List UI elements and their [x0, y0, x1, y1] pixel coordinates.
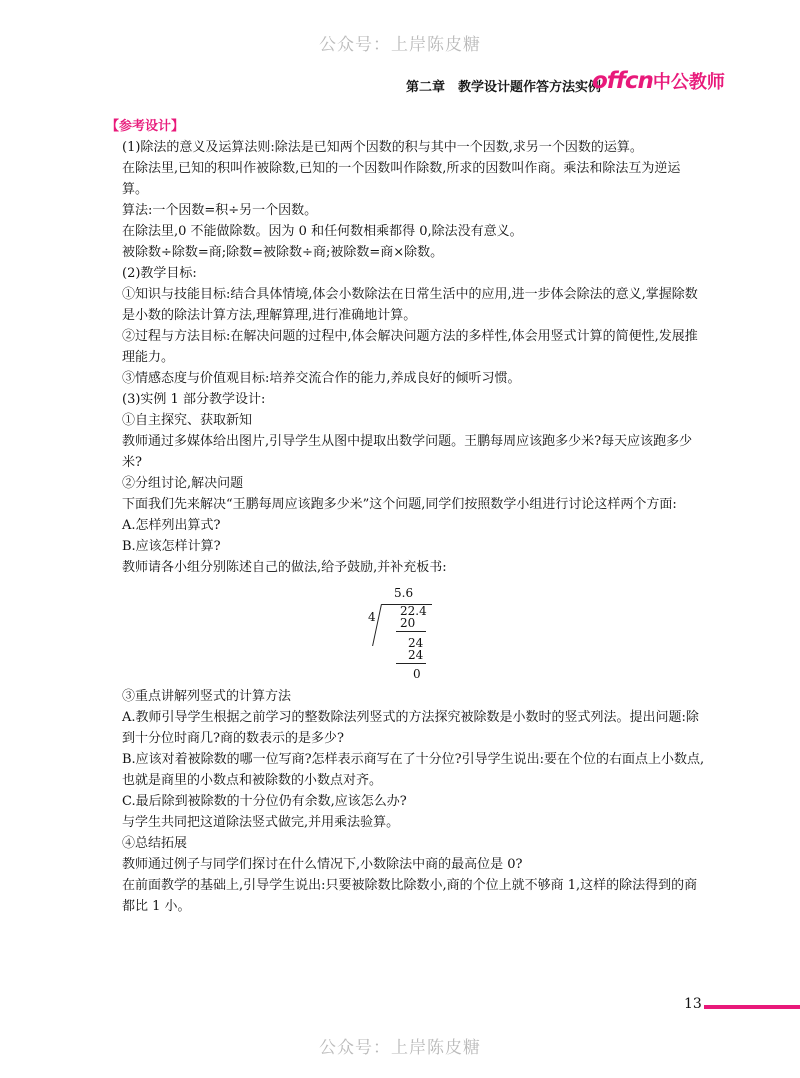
watermark-bottom: 公众号：上岸陈皮糖 — [319, 1038, 481, 1058]
paragraph-objective-process: ②过程与方法目标:在解决问题的过程中,体会解决问题方法的多样性,体会用竖式计算的简便性,发展推理能力。 — [122, 329, 698, 365]
paragraph-method-c: C.最后除到被除数的十分位仍有余数,应该怎么办? — [122, 794, 407, 809]
paragraph-example-heading: (3)实例 1 部分教学设计: — [122, 392, 266, 407]
division-step1: 20 — [400, 616, 416, 630]
division-final-remainder: 0 — [413, 667, 421, 681]
paragraph-formulas: 被除数÷除数=商;除数=被除数÷商;被除数=商×除数。 — [122, 245, 444, 260]
section-tag-line — [106, 116, 706, 137]
paragraph-step-discuss: ②分组讨论,解决问题 — [122, 476, 244, 491]
page-number: 13 — [684, 996, 702, 1012]
division-underline-2 — [396, 663, 426, 664]
division-step2: 24 — [408, 648, 424, 662]
paragraph-objective-emotion: ③情感态度与价值观目标:培养交流合作的能力,养成良好的倾听习惯。 — [122, 371, 521, 386]
paragraph-question-b: B.应该怎样计算? — [122, 539, 221, 554]
brand-logo-latin: offcn — [592, 68, 653, 94]
paragraph-board-writing: 教师请各小组分别陈述自己的做法,给予鼓励,并补充板书: — [122, 560, 447, 575]
paragraph-question-a: A.怎样列出算式? — [122, 518, 221, 533]
page-header — [380, 68, 725, 98]
paragraph-step-summary: ④总结拓展 — [122, 836, 188, 851]
paragraph-summary-conclusion: 在前面教学的基础上,引导学生说出:只要被除数比除数小,商的个位上就不够商 1,这样的除法得到的商都比 1 小。 — [122, 878, 698, 914]
division-remainder1: 24 — [408, 636, 424, 650]
division-quotient: 5.6 — [394, 586, 414, 600]
paragraph-objective-knowledge: ①知识与技能目标:结合具体情境,体会小数除法在日常生活中的应用,进一步体会除法的意义,掌握除数是小数的除法计算方法,理解算理,进行准确地计算。 — [122, 287, 698, 323]
chapter-title: 第二章 教学设计题作答方法实例 — [406, 80, 602, 95]
paragraph-step-explore: ①自主探究、获取新知 — [122, 413, 253, 428]
paragraph-explore-detail: 教师通过多媒体给出图片,引导学生从图中提取出数学问题。王鹏每周应该跑多少米?每天应该跑多少米? — [122, 434, 693, 470]
division-underline-1 — [396, 631, 426, 632]
paragraph-method-b: B.应该对着被除数的哪一位写商?怎样表示商写在了十分位?引导学生说出:要在个位的右面点上小数点,也就是商里的小数点和被除数的小数点对齐。 — [122, 752, 705, 788]
paragraph-step-method: ③重点讲解列竖式的计算方法 — [122, 689, 292, 704]
paragraph-verify: 与学生共同把这道除法竖式做完,并用乘法验算。 — [122, 815, 400, 830]
page-accent-bar — [704, 1005, 800, 1009]
paragraph-algorithm: 算法:一个因数=积÷另一个因数。 — [122, 203, 318, 218]
division-divisor: 4 — [368, 610, 376, 624]
paragraph-division-meaning: (1)除法的意义及运算法则:除法是已知两个因数的积与其中一个因数,求另一个因数的运算。 — [122, 140, 643, 155]
paragraph-division-terms: 在除法里,已知的积叫作被除数,已知的一个因数叫作除数,所求的因数叫作商。乘法和除法互为逆运算。 — [122, 161, 681, 197]
division-dividend: 22.4 — [400, 604, 427, 618]
main-content — [106, 116, 706, 917]
paragraph-method-a: A.教师引导学生根据之前学习的整数除法列竖式的方法探究被除数是小数时的竖式列法。提出问题:除到十分位时商几?商的数表示的是多少? — [122, 710, 699, 746]
paragraph-discuss-detail: 下面我们先来解决“王鹏每周应该跑多少米”这个问题,同学们按照数学小组进行讨论这样两个方面: — [122, 497, 677, 512]
long-division — [122, 584, 706, 682]
paragraph-objectives-heading: (2)教学目标: — [122, 266, 197, 281]
section-tag: 【参考设计】 — [106, 119, 185, 134]
paragraph-zero-divisor: 在除法里,0 不能做除数。因为 0 和任何数相乘都得 0,除法没有意义。 — [122, 224, 523, 239]
brand-logo-cn: 中公教师 — [652, 72, 725, 93]
paragraph-summary-question: 教师通过例子与同学们探讨在什么情况下,小数除法中商的最高位是 0? — [122, 857, 523, 872]
watermark-top: 公众号：上岸陈皮糖 — [319, 35, 481, 55]
brand-logo — [592, 68, 725, 94]
